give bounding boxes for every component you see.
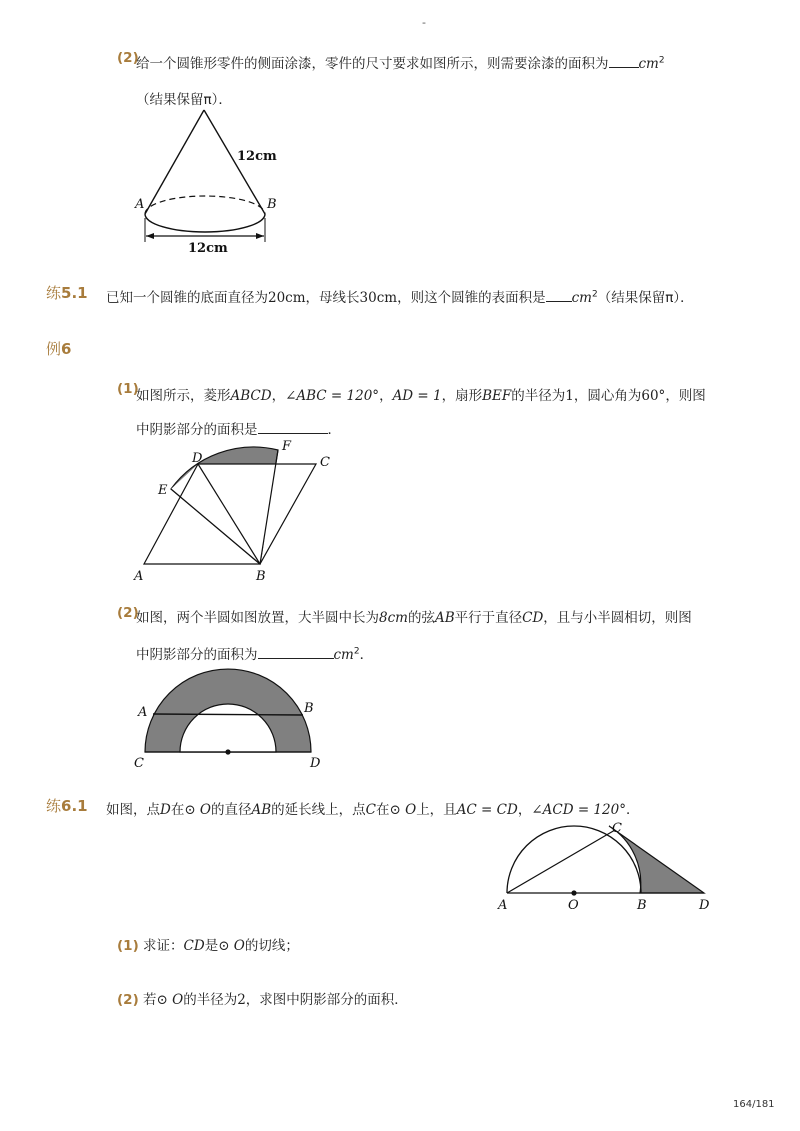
- label-A: A: [134, 569, 144, 584]
- chord-AB: [153, 714, 303, 715]
- label-D: D: [310, 756, 321, 771]
- label-B: B: [304, 701, 314, 716]
- label-base: 12cm: [188, 241, 228, 256]
- q2-line2: （结果保留π）．: [136, 92, 232, 108]
- q61-line1: 如图所示，菱形ABCD，∠ABC = 120°，AD = 1，扇形BEF的半径为1，圆心角为60°，则图: [136, 388, 706, 404]
- label-B: B: [267, 197, 277, 212]
- shaded-region: [609, 826, 704, 893]
- rhombus-figure: [130, 436, 340, 584]
- line-AC: [507, 830, 615, 893]
- ex51-label: 练5.1: [46, 284, 88, 302]
- q62-line1: 如图，两个半圆如图放置，大半圆中长为8cm的弦AB平行于直径CD，且与小半圆相切，则图: [136, 610, 692, 626]
- semicircle-figure: [130, 666, 330, 772]
- label-O: O: [568, 898, 579, 913]
- circle-figure: [495, 816, 720, 914]
- cone-figure: [130, 102, 300, 257]
- q2-number: (2): [117, 50, 139, 66]
- label-C: C: [134, 756, 144, 771]
- label-B: B: [637, 898, 647, 913]
- q62-line2: 中阴影部分的面积为 $cm^2$．: [136, 646, 374, 663]
- center-dot: [225, 749, 230, 754]
- label-F: F: [282, 439, 292, 454]
- ex6-label: 例6: [46, 340, 72, 358]
- ex51-text: 已知一个圆锥的底面直径为20cm，母线长30cm，则这个圆锥的表面积是 $cm^2$（结果保留π）．: [106, 289, 694, 306]
- label-E: E: [158, 483, 168, 498]
- label-A: A: [135, 197, 145, 212]
- ex61-sub2: (2) 若⊙ O的半径为2，求图中阴影部分的面积．: [117, 992, 408, 1008]
- label-C: C: [320, 455, 330, 470]
- label-B: B: [256, 569, 266, 584]
- label-A: A: [138, 705, 148, 720]
- q2-line1: 给一个圆锥形零件的侧面涂漆，零件的尺寸要求如图所示，则需要涂漆的面积为 $cm^2$: [136, 55, 665, 72]
- q62-number: (2): [117, 605, 139, 621]
- cone-base-front: [145, 214, 265, 232]
- label-A: A: [498, 898, 508, 913]
- ex61-label: 练6.1: [46, 797, 88, 815]
- label-C: C: [612, 821, 622, 836]
- q61-line2: 中阴影部分的面积是 ．: [136, 422, 341, 438]
- cone-base-back: [145, 196, 265, 214]
- ex61-text: 如图，点D在⊙ O的直径AB的延长线上，点C在⊙ O上，且AC = CD，∠ACD = 120°．: [106, 802, 640, 818]
- page-number: 164/181: [733, 1099, 775, 1110]
- q61-number: (1): [117, 381, 139, 397]
- center-O: [571, 890, 576, 895]
- ex61-sub1: (1) 求证：CD是⊙ O的切线；: [117, 938, 299, 954]
- header-mark: -: [422, 16, 426, 29]
- label-D: D: [192, 451, 203, 466]
- label-slant: 12cm: [237, 149, 277, 164]
- label-D: D: [699, 898, 710, 913]
